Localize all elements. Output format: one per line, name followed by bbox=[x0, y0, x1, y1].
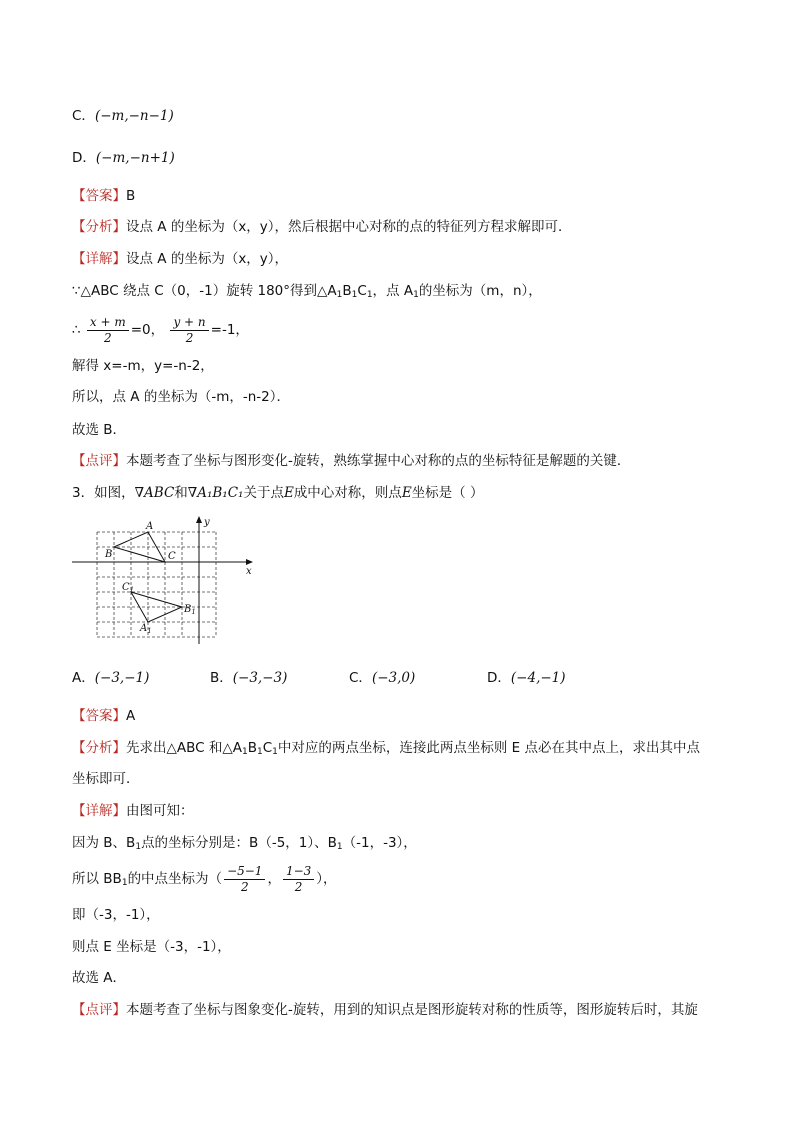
q2-choose: 故选 B． bbox=[72, 422, 127, 438]
analysis-text: C bbox=[262, 740, 273, 756]
option-c bbox=[72, 106, 174, 126]
q2-so: 所以，点 A 的坐标为（-m，-n-2）． bbox=[72, 389, 290, 405]
q2-answer bbox=[72, 186, 135, 206]
sub-1: 1 bbox=[135, 842, 142, 852]
option-d bbox=[487, 668, 566, 688]
q3-ie: 即（-3，-1）， bbox=[72, 907, 160, 923]
comment-text: 本题考查了坐标与图象变化-旋转，用到的知识点是图形旋转对称的性质等，图形旋转后时，其旋 bbox=[126, 1002, 698, 1018]
option-value: (−3,0) bbox=[371, 670, 416, 686]
option-label: C． bbox=[349, 670, 372, 686]
label-c: C bbox=[168, 551, 176, 562]
option-d-value: (−m,−n+1) bbox=[95, 150, 175, 166]
option-value: (−3,−3) bbox=[232, 670, 288, 686]
analysis-text: 设点 A 的坐标为（x，y），然后根据中心对称的点的特征列方程求解即可． bbox=[126, 219, 572, 235]
fraction-mid-y bbox=[283, 864, 314, 895]
q2-solve: 解得 x=-m，y=-n-2， bbox=[72, 358, 214, 374]
stem-text: 3．如图， bbox=[72, 485, 135, 501]
option-value: (−4,−1) bbox=[510, 670, 566, 686]
so-text: 所以 BB bbox=[72, 871, 122, 887]
label-c1 bbox=[122, 582, 134, 594]
label-b1-letter: B bbox=[184, 604, 192, 615]
q3-choose: 故选 A． bbox=[72, 970, 127, 986]
frac-num: 1−3 bbox=[283, 864, 314, 880]
option-label: B． bbox=[210, 670, 233, 686]
sub-1: 1 bbox=[413, 290, 419, 300]
stem-text: 关于点 bbox=[243, 485, 284, 501]
frac-den: 2 bbox=[240, 879, 249, 894]
triangle-a1b1c1: ∇A₁B₁C₁ bbox=[187, 485, 244, 501]
x-axis-arrow bbox=[246, 559, 253, 565]
q3-analysis-line2: 坐标即可． bbox=[72, 771, 140, 787]
option-b bbox=[210, 668, 287, 688]
q3-midpoint-line bbox=[72, 862, 337, 900]
q2-therefore-line bbox=[72, 313, 249, 347]
frac-num: −5−1 bbox=[224, 864, 265, 880]
analysis-text: 先求出△ABC 和△A bbox=[126, 740, 242, 756]
label-sub: 1 bbox=[129, 586, 135, 594]
q3-detail bbox=[72, 801, 194, 821]
option-label: D． bbox=[487, 670, 511, 686]
q3-then: 则点 E 坐标是（-3，-1）， bbox=[72, 939, 231, 955]
answer-value: B bbox=[126, 188, 136, 204]
option-d-label: D． bbox=[72, 150, 96, 166]
sub-1: 1 bbox=[121, 878, 128, 888]
frac-num: x + m bbox=[87, 315, 129, 331]
fraction-x bbox=[87, 315, 129, 346]
eq-2: =-1， bbox=[210, 322, 249, 338]
fraction-mid-x bbox=[224, 864, 265, 895]
comment-tag: 【点评】 bbox=[72, 453, 126, 469]
comment-text: 本题考查了坐标与图形变化-旋转，熟练掌握中心对称的点的坐标特征是解题的关键． bbox=[126, 453, 631, 469]
eq-1: =0， bbox=[130, 322, 165, 338]
comma: ， bbox=[267, 871, 281, 887]
label-sub: 1 bbox=[191, 608, 196, 616]
point-e: E bbox=[283, 485, 294, 501]
analysis-text: 中对应的两点坐标，连接此两点坐标则 E 点必在其中点上，求出其中点 bbox=[277, 740, 701, 756]
because-text: 因为 B、B bbox=[72, 835, 136, 851]
since-text-d: ，点 A bbox=[372, 283, 414, 299]
label-c1-letter: C bbox=[122, 582, 130, 593]
q2-detail bbox=[72, 249, 288, 269]
label-b: B bbox=[105, 549, 113, 560]
because-text: （-1，-3）， bbox=[342, 835, 417, 851]
point-e: E bbox=[401, 485, 412, 501]
q3-answer bbox=[72, 706, 135, 726]
option-value: (−3,−1) bbox=[94, 670, 150, 686]
detail-text: 设点 A 的坐标为（x，y）， bbox=[126, 251, 289, 267]
q3-stem bbox=[72, 483, 483, 503]
option-c bbox=[349, 668, 415, 688]
coordinate-grid-figure bbox=[70, 512, 260, 648]
detail-text: 由图可知： bbox=[126, 803, 194, 819]
sub-1: 1 bbox=[336, 290, 343, 300]
so-text: 的中点坐标为（ bbox=[127, 871, 223, 887]
analysis-text: B bbox=[247, 740, 257, 756]
since-text-c: C bbox=[357, 283, 367, 299]
y-axis-label: y bbox=[204, 517, 210, 528]
since-text-a: ∵△ABC 绕点 C（0，-1）旋转 180°得到△A bbox=[72, 283, 337, 299]
label-b1 bbox=[183, 604, 196, 616]
q3-analysis bbox=[72, 738, 700, 762]
option-c-value: (−m,−n−1) bbox=[94, 108, 174, 124]
stem-text: 坐标是（ ） bbox=[411, 485, 484, 501]
q2-comment bbox=[72, 451, 630, 471]
answer-tag: 【答案】 bbox=[72, 188, 126, 204]
sub-1: 1 bbox=[272, 747, 278, 757]
sub-1: 1 bbox=[366, 290, 373, 300]
analysis-tag: 【分析】 bbox=[72, 740, 126, 756]
q3-because-line bbox=[72, 833, 417, 857]
q3-comment bbox=[72, 1000, 698, 1020]
triangle-abc: ∇ABC bbox=[134, 485, 175, 501]
since-text-e: 的坐标为（m，n）， bbox=[418, 283, 542, 299]
option-a bbox=[72, 668, 149, 688]
sub-1: 1 bbox=[336, 842, 343, 852]
comment-tag: 【点评】 bbox=[72, 1002, 126, 1018]
answer-value: A bbox=[126, 708, 136, 724]
stem-text: 成中心对称，则点 bbox=[293, 485, 402, 501]
option-label: A． bbox=[72, 670, 95, 686]
therefore-symbol: ∴ bbox=[72, 322, 81, 338]
label-sub: 1 bbox=[147, 627, 152, 635]
because-text: 点的坐标分别是：B（-5，1）、B bbox=[141, 835, 337, 851]
analysis-tag: 【分析】 bbox=[72, 219, 126, 235]
since-text-b: B bbox=[342, 283, 352, 299]
so-text: ）， bbox=[316, 871, 337, 887]
y-axis-arrow bbox=[196, 516, 202, 523]
label-a1-letter: A bbox=[140, 623, 148, 634]
fraction-y bbox=[170, 315, 208, 346]
frac-den: 2 bbox=[103, 330, 112, 345]
detail-tag: 【详解】 bbox=[72, 803, 126, 819]
option-d bbox=[72, 148, 175, 168]
stem-and: 和 bbox=[174, 485, 188, 501]
sub-1: 1 bbox=[241, 747, 248, 757]
sub-1: 1 bbox=[256, 747, 263, 757]
label-a: A bbox=[146, 521, 154, 532]
x-axis-label: x bbox=[246, 566, 252, 577]
answer-tag: 【答案】 bbox=[72, 708, 126, 724]
frac-num: y + n bbox=[170, 315, 208, 331]
label-a1 bbox=[139, 623, 152, 635]
detail-tag: 【详解】 bbox=[72, 251, 126, 267]
frac-den: 2 bbox=[185, 330, 194, 345]
q2-since-line bbox=[72, 281, 542, 305]
option-c-label: C． bbox=[72, 108, 95, 124]
sub-1: 1 bbox=[351, 290, 358, 300]
frac-den: 2 bbox=[294, 879, 303, 894]
q2-analysis bbox=[72, 217, 572, 237]
